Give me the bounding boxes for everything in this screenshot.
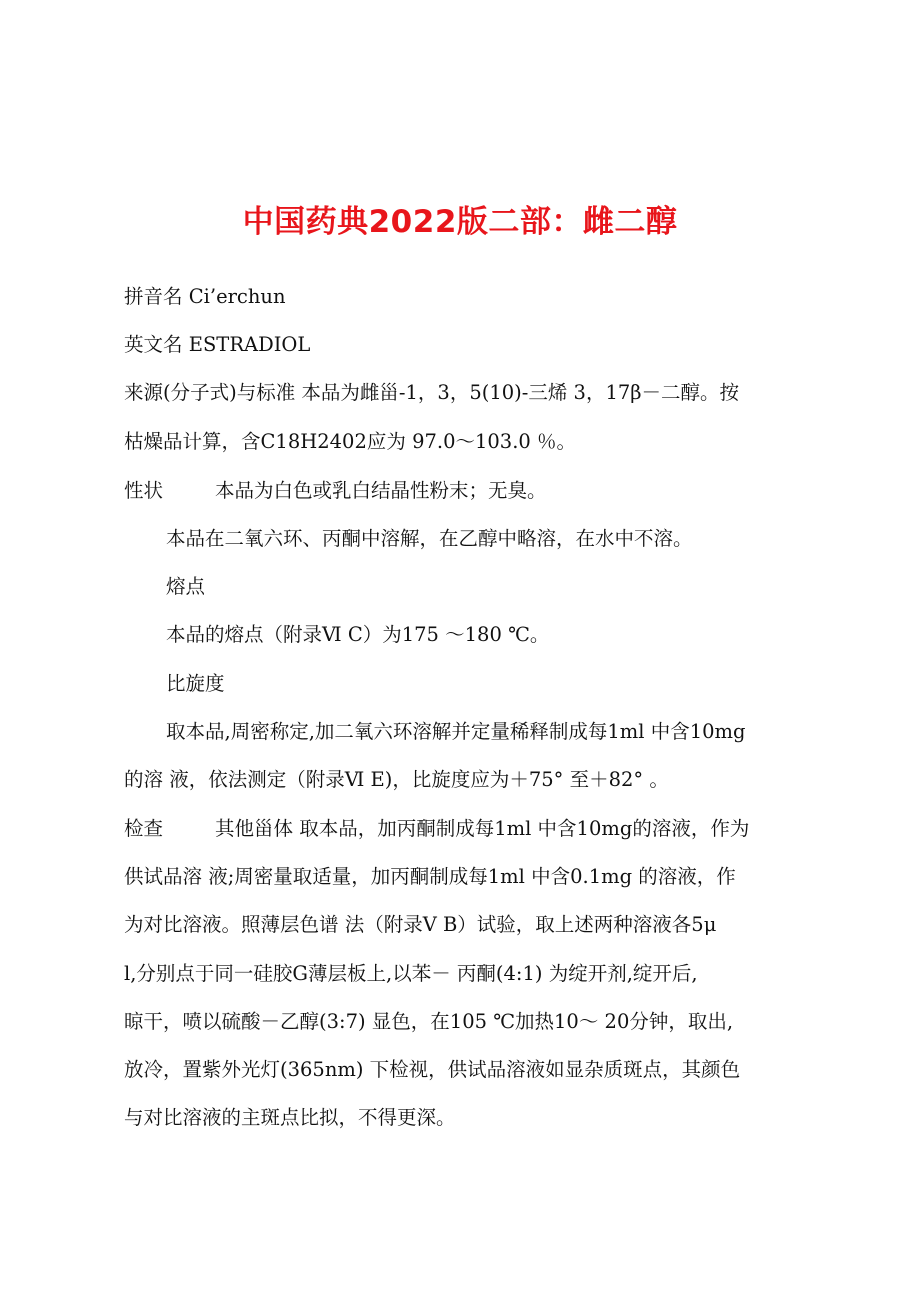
source-line-1: 来源(分子式)与标准 本品为雌甾-1，3，5(10)-三烯 3，17β－二醇。按: [124, 381, 740, 404]
specific-rotation-line-1: 取本品,周密称定,加二氧六环溶解并定量稀释制成每1ml 中含10mg: [166, 720, 746, 743]
melting-point-heading: 熔点: [166, 575, 206, 598]
english-name-label: 英文名: [124, 333, 183, 356]
english-name-line: [124, 333, 310, 357]
document-title: 中国药典2022版二部：雌二醇: [242, 204, 678, 240]
pinyin-line: [124, 285, 286, 309]
properties-text: 本品为白色或乳白结晶性粉末；无臭。: [215, 479, 547, 502]
inspection-line-7: 与对比溶液的主斑点比拟，不得更深。: [124, 1106, 456, 1129]
specific-rotation-heading: 比旋度: [166, 672, 225, 695]
properties-label: 性状: [124, 479, 164, 502]
pinyin-label: 拼音名: [124, 285, 183, 308]
source-line-2: 枯燥品计算，含C18H2402应为 97.0～103.0 ％。: [124, 430, 577, 453]
inspection-label: 检查: [124, 817, 164, 840]
inspection-line-3: 为对比溶液。照薄层色谱 法（附录Ⅴ B）试验，取上述两种溶液各5μ: [124, 913, 717, 936]
inspection-text-1: 其他甾体 取本品，加丙酮制成每1ml 中含10mg的溶液，作为: [215, 817, 750, 840]
english-name-value: ESTRADIOL: [188, 333, 311, 356]
pinyin-value: Ci’erchun: [188, 285, 286, 308]
inspection-line-2: 供试品溶 液;周密量取适量，加丙酮制成每1ml 中含0.1mg 的溶液，作: [124, 865, 736, 888]
solubility-line: 本品在二氧六环、丙酮中溶解，在乙醇中略溶，在水中不溶。: [166, 527, 693, 550]
specific-rotation-line-2: 的溶 液，依法测定（附录Ⅵ E)，比旋度应为＋75° 至＋82° 。: [124, 768, 669, 791]
inspection-line-6: 放冷，置紫外光灯(365nm) 下检视，供试品溶液如显杂质斑点，其颜色: [124, 1058, 741, 1081]
properties-line: [124, 479, 547, 503]
inspection-line-4: l,分别点于同一硅胶G薄层板上,以苯－ 丙酮(4:1) 为绽开剂,绽开后,: [124, 962, 698, 985]
inspection-line-5: 晾干，喷以硫酸－乙醇(3:7) 显色，在105 ℃加热10～ 20分钟，取出,: [124, 1010, 734, 1033]
melting-point-text: 本品的熔点（附录Ⅵ C）为175 ～180 ℃。: [166, 623, 550, 646]
inspection-line-1: [124, 817, 749, 841]
